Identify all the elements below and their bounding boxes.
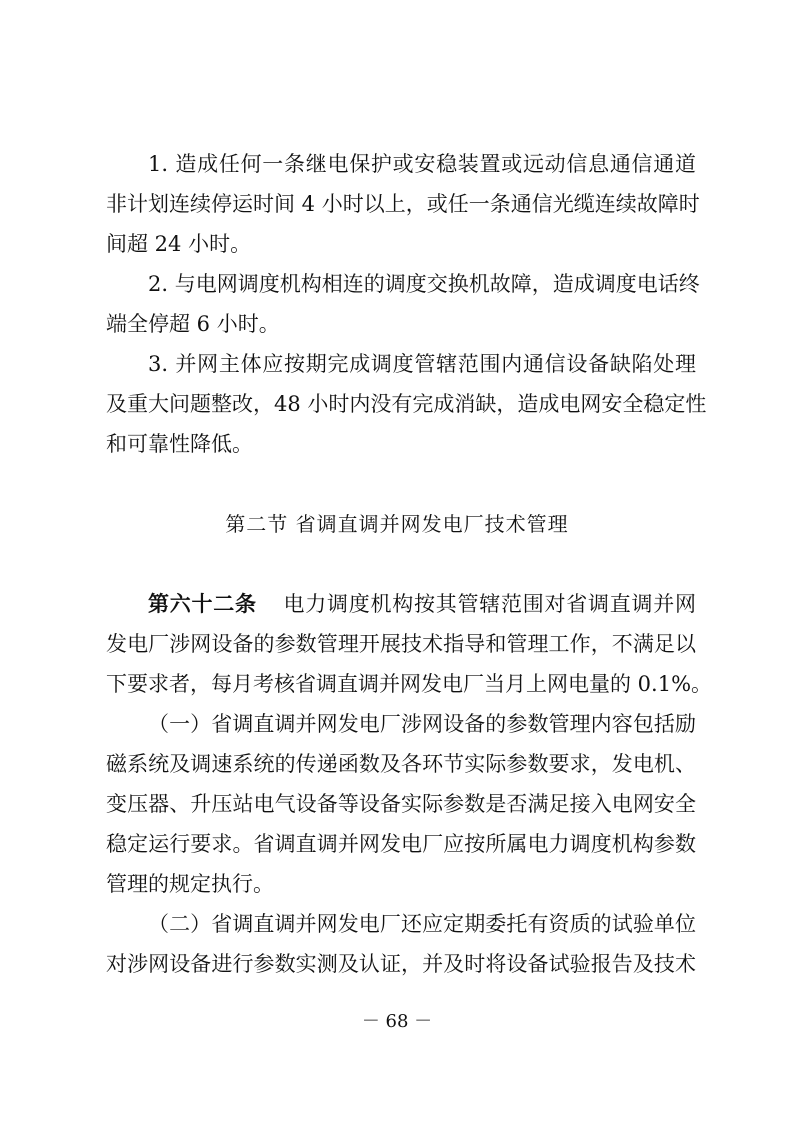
clause-1-line-4: 稳定运行要求。省调直调并网发电厂应按所属电力调度机构参数 [106, 832, 696, 856]
item-2-line-1: 2. 与电网调度机构相连的调度交换机故障，造成调度电话终 [148, 272, 700, 296]
item-3-line-1: 3. 并网主体应按期完成调度管辖范围内通信设备缺陷处理 [148, 352, 696, 376]
clause-2-line-2: 对涉网设备进行参数实测及认证，并及时将设备试验报告及技术 [106, 952, 696, 976]
clause-2-line-1: （二）省调直调并网发电厂还应定期委托有资质的试验单位 [148, 912, 696, 936]
section-heading: 第二节 省调直调并网发电厂技术管理 [225, 512, 569, 536]
clause-1-line-1: （一）省调直调并网发电厂涉网设备的参数管理内容包括励 [148, 712, 696, 736]
article-line-2: 发电厂涉网设备的参数管理开展技术指导和管理工作，不满足以 [106, 632, 696, 656]
article-first-line [148, 592, 696, 616]
item-2-line-2: 端全停超 6 小时。 [106, 312, 280, 336]
article-line-1: 电力调度机构按其管辖范围对省调直调并网 [282, 592, 696, 616]
item-1-line-1: 1. 造成任何一条继电保护或安稳装置或远动信息通信通道 [148, 152, 696, 176]
item-3-line-3: 和可靠性降低。 [106, 432, 253, 456]
article-label: 第六十二条 [148, 591, 257, 616]
item-3-line-2: 及重大问题整改，48 小时内没有完成消缺，造成电网安全稳定性 [106, 392, 707, 416]
clause-1-line-2: 磁系统及调速系统的传递函数及各环节实际参数要求，发电机、 [106, 752, 696, 776]
page-number: － 68 － [361, 1011, 433, 1032]
item-1-line-3: 间超 24 小时。 [106, 232, 252, 256]
article-line-3: 下要求者，每月考核省调直调并网发电厂当月上网电量的 0.1%。 [106, 672, 713, 696]
item-1-line-2: 非计划连续停运时间 4 小时以上，或任一条通信光缆连续故障时 [106, 192, 700, 216]
clause-1-line-3: 变压器、升压站电气设备等设备实际参数是否满足接入电网安全 [106, 792, 696, 816]
clause-1-line-5: 管理的规定执行。 [106, 872, 274, 896]
